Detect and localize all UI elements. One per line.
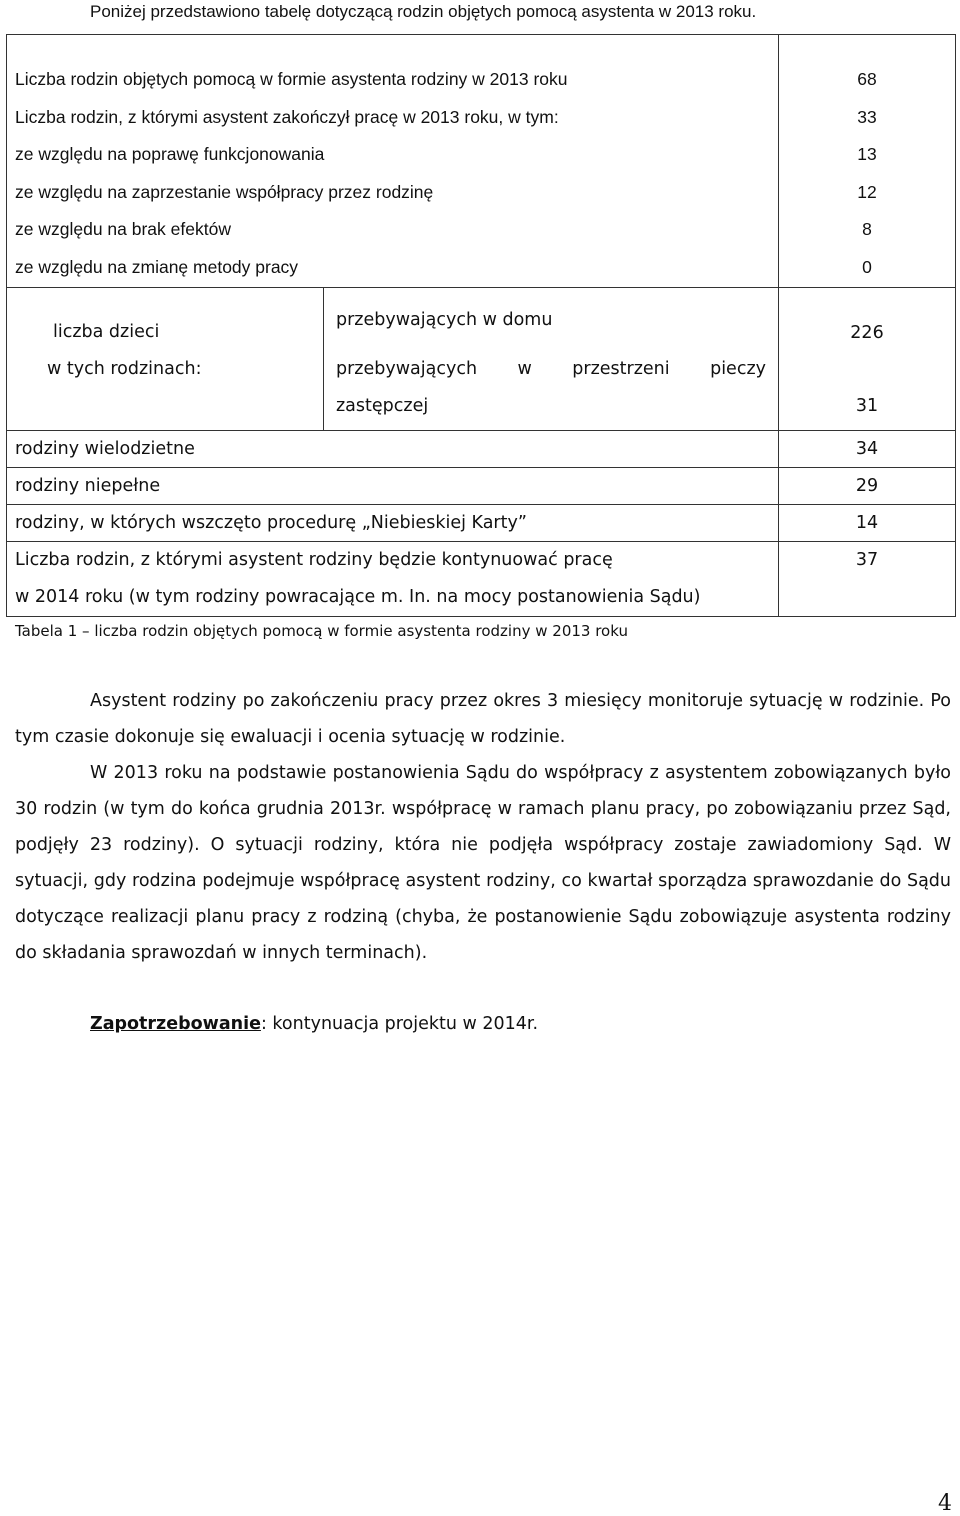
row-value: 0 bbox=[862, 256, 872, 277]
row-value: 33 bbox=[857, 106, 877, 127]
foster-label-1: przebywających w przestrzeni pieczy bbox=[336, 358, 766, 379]
paragraph-court: W 2013 roku na podstawie postanowienia Sądu do współpracy z asystentem zobowiązanych było 30 rodzin (w tym do końca grudnia 2013r. współpracę w ramach planu pracy, po zobowiązaniu przez Sąd, podjęły 23 rodziny). O sytuacji rodziny, która nie podjęła współpracy zostaje zawiadomiony Sąd. W sytuacji, gdy rodzina podejmuje współpracę asystent rodziny, co kwartał sporządza sprawozdanie do Sądu dotyczące realizacji planu pracy z rodziną (chyba, że postanowienie Sądu zobowiązuje asystenta rodziny do składania sprawozdań w innych terminach). bbox=[15, 763, 951, 963]
children-label: liczba dzieci w tych rodzinach: bbox=[7, 288, 324, 430]
section-1-labels bbox=[7, 35, 779, 288]
row-label: ze względu na brak efektów bbox=[15, 219, 231, 240]
children-row bbox=[7, 287, 956, 430]
table-row: rodziny, w których wszczęto procedurę „Niebieskiej Karty” 14 bbox=[7, 504, 956, 541]
children-values bbox=[779, 287, 956, 430]
row-value: 13 bbox=[857, 144, 877, 165]
home-value: 226 bbox=[850, 322, 884, 343]
row-value: 68 bbox=[857, 69, 877, 89]
table-caption: Tabela 1 – liczba rodzin objętych pomocą w formie asystenta rodziny w 2013 roku bbox=[15, 622, 628, 640]
row-label: ze względu na poprawę funkcjonowania bbox=[15, 144, 325, 165]
row-label: Liczba rodzin objętych pomocą w formie asystenta rodziny w 2013 roku bbox=[15, 69, 568, 89]
foster-value: 31 bbox=[855, 395, 879, 416]
demand-label: Zapotrzebowanie bbox=[90, 1014, 261, 1034]
table-row: rodziny niepełne 29 bbox=[7, 467, 956, 504]
row-value: 12 bbox=[857, 181, 877, 202]
paragraph-monitoring: Asystent rodziny po zakończeniu pracy przez okres 3 miesięcy monitoruje sytuację w rodzinie. Po tym czasie dokonuje się ewaluacji i ocenia sytuację w rodzinie. bbox=[15, 691, 951, 747]
row-label: Liczba rodzin, z którymi asystent zakończył pracę w 2013 roku, w tym: bbox=[15, 106, 559, 127]
children-cell bbox=[7, 287, 779, 430]
table-section-1 bbox=[7, 35, 956, 288]
home-label: przebywających w domu bbox=[336, 309, 553, 330]
continue-line-1: Liczba rodzin, z którymi asystent rodziny będzie kontynuować pracę bbox=[15, 549, 613, 570]
table-row: rodziny wielodzietne 34 bbox=[7, 430, 956, 467]
row-label: ze względu na zmianę metody pracy bbox=[15, 256, 299, 277]
foster-label-2: zastępczej bbox=[336, 395, 429, 416]
intro-text: Poniżej przedstawiono tabelę dotyczącą rodzin objętych pomocą asystenta w 2013 roku. bbox=[90, 2, 757, 21]
row-value: 8 bbox=[862, 219, 872, 240]
families-table bbox=[6, 34, 956, 617]
paragraph-demand bbox=[15, 1006, 951, 1042]
demand-text: : kontynuacja projektu w 2014r. bbox=[260, 1014, 539, 1034]
children-categories bbox=[324, 288, 778, 430]
table-row bbox=[7, 541, 956, 616]
section-1-values bbox=[779, 35, 956, 288]
continue-line-2: w 2014 roku (w tym rodziny powracające m. In. na mocy postanowienia Sądu) bbox=[15, 586, 701, 607]
continue-value: 37 bbox=[779, 541, 956, 616]
page-number: 4 bbox=[938, 1491, 952, 1516]
row-label: ze względu na zaprzestanie współpracy przez rodzinę bbox=[15, 181, 434, 202]
